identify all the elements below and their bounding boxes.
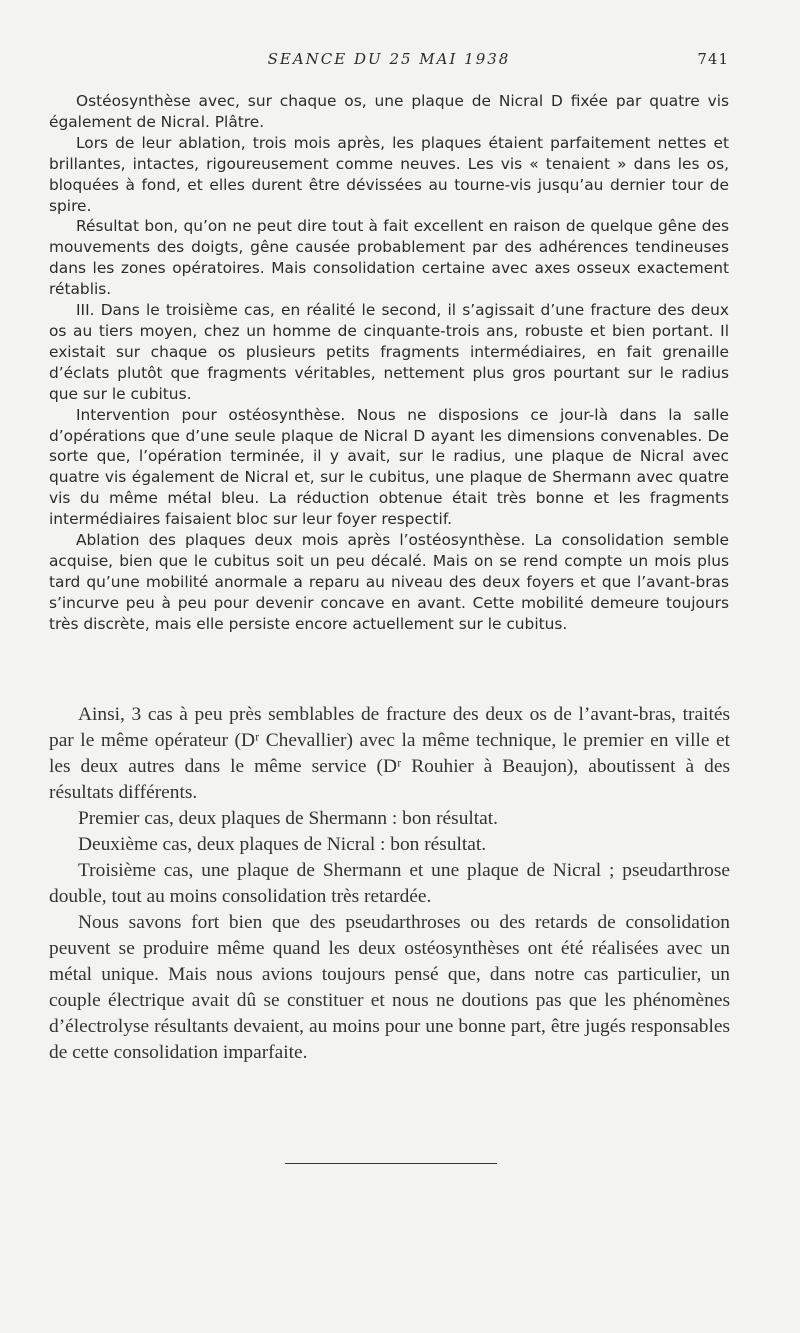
paragraph: III. Dans le troisième cas, en réalité le second, il s’agissait d’une fracture des deux os au tiers moyen, chez un homme de cinquante-trois ans, robuste et bien portant. Il existait sur chaque os plusieurs petits fragments intermédiaires, en fait grenaille d’éclats plutôt que fragments véritables, nettement plus gros pourtant sur le radius que sur le cubitus. bbox=[49, 301, 729, 403]
section-divider bbox=[285, 1163, 497, 1164]
running-title: SEANCE DU 25 MAI 1938 bbox=[267, 50, 511, 68]
paragraph: Résultat bon, qu’on ne peut dire tout à fait excellent en raison de quelque gêne des mouvements des doigts, gêne causée probablement par des adhérences tendineuses dans les zones opératoires. Mais consolidation certaine avec axes osseux exactement rétablis. bbox=[49, 217, 729, 299]
case-report-section bbox=[49, 91, 729, 635]
paragraph: Premier cas, deux plaques de Shermann : bon résultat. bbox=[78, 808, 499, 829]
conclusion-section bbox=[49, 702, 730, 1066]
paragraph: Troisième cas, une plaque de Shermann et une plaque de Nicral ; pseudarthrose double, tout au moins consolidation très retardée. bbox=[49, 860, 730, 907]
page-number: 741 bbox=[697, 50, 729, 68]
paragraph: Deuxième cas, deux plaques de Nicral : bon résultat. bbox=[78, 834, 487, 855]
paragraph: Ainsi, 3 cas à peu près semblables de fracture des deux os de l’avant-bras, traités par le même opérateur (Dʳ Chevallier) avec la même technique, le premier en ville et les deux autres dans le même service (Dʳ Rouhier à Beaujon), aboutissent à des résultats différents. bbox=[49, 704, 730, 803]
paragraph: Ablation des plaques deux mois après l’ostéosynthèse. La consolidation semble acquise, bien que le cubitus soit un peu décalé. Mais on se rend compte un mois plus tard qu’une mobilité anormale a reparu au niveau des deux foyers et que l’avant-bras s’incurve peu à peu pour devenir concave en avant. Cette mobilité demeure toujours très discrète, mais elle persiste encore actuellement sur le cubitus. bbox=[49, 531, 729, 633]
paragraph: Intervention pour ostéosynthèse. Nous ne disposions ce jour-là dans la salle d’opérations que d’une seule plaque de Nicral D ayant les dimensions convenables. De sorte que, l’opération terminée, il y avait, sur le radius, une plaque de Nicral avec quatre vis également de Nicral et, sur le cubitus, une plaque de Shermann avec quatre vis du même métal bleu. La réduction obtenue était très bonne et les fragments intermédiaires faisaient bloc sur leur foyer respectif. bbox=[49, 405, 729, 529]
paragraph: Lors de leur ablation, trois mois après, les plaques étaient parfaitement nettes et brillantes, intactes, rigoureusement comme neuves. Les vis « tenaient » dans les os, bloquées à fond, et elles durent être dévissées au tourne-vis jusqu’au dernier tour de spire. bbox=[49, 133, 729, 215]
paragraph: Ostéosynthèse avec, sur chaque os, une plaque de Nicral D fixée par quatre vis également de Nicral. Plâtre. bbox=[49, 92, 729, 131]
paragraph: Nous savons fort bien que des pseudarthroses ou des retards de consolidation peuvent se produire même quand les deux ostéosynthèses ont été réalisées avec un métal unique. Mais nous avions toujours pensé que, dans notre cas particulier, un couple électrique avait dû se constituer et nous ne doutions pas que les phénomènes d’électrolyse résultants devaient, au moins pour une bonne part, être jugés responsables de cette consolidation imparfaite. bbox=[49, 912, 730, 1063]
running-head bbox=[49, 50, 729, 72]
